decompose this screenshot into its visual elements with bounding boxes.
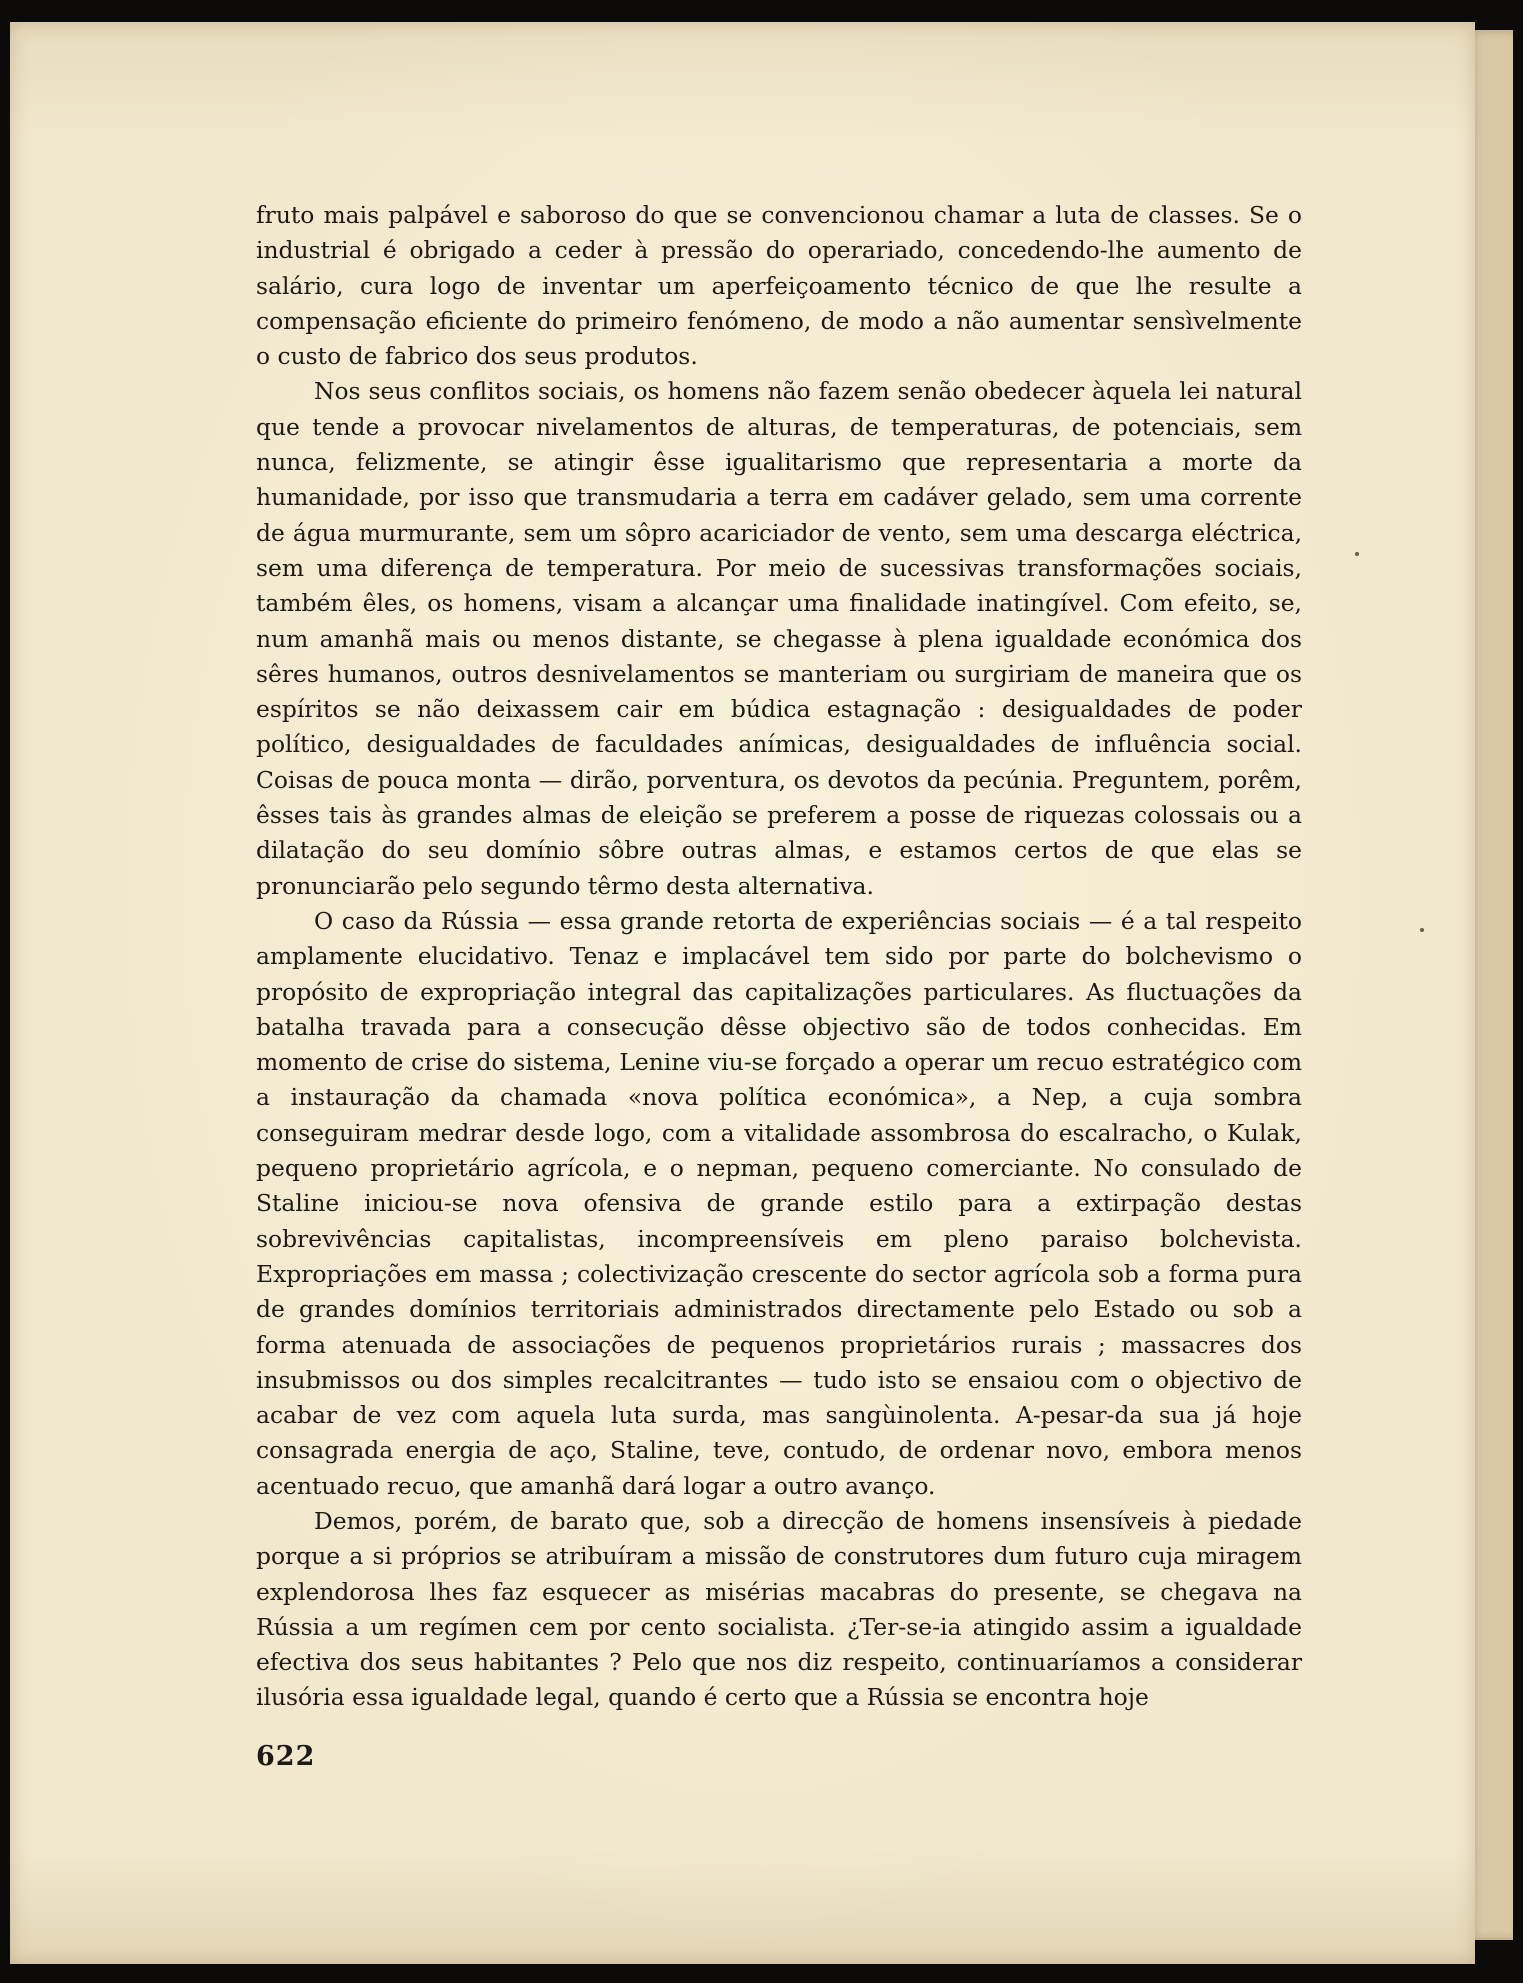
paragraph-4: Demos, porém, de barato que, sob a direcção de homens insensíveis à piedade porque a si próprios se atribuíram a missão de construtores dum futuro cuja miragem explendorosa lhes faz esquecer as misérias macabras do presente, se chegava na Rússia a um regímen cem por cento socialista. ¿Ter-se-ia atingido assim a igualdade efectiva dos seus habitantes ? Pelo que nos diz respeito, continuaríamos a considerar ilusória essa igualdade legal, quando é certo que a Rússia se encontra hoje [256,1506,1302,1712]
paragraph-3: O caso da Rússia — essa grande retorta de experiências sociais — é a tal respeito amplamente elucidativo. Tenaz e implacável tem sido por parte do bolchevismo o propósito de expropriação integral das capitalizações particulares. As fluctuações da batalha travada para a consecução dêsse objectivo são de todos conhecidas. Em momento de crise do sistema, Lenine viu-se forçado a operar um recuo estratégico com a instauração da chamada «nova política económica», a Nep, a cuja sombra conseguiram medrar desde logo, com a vitalidade assombrosa do escalracho, o Kulak, pequeno proprietário agrícola, e o nepman, pequeno comerciante. No consulado de Staline iniciou-se nova ofensiva de grande estilo para a extirpação destas sobrevivências capitalistas, incompreensíveis em pleno paraiso bolchevista. Expropriações em massa ; colectivização crescente do sector agrícola sob a forma pura de grandes domínios territoriais administrados directamente pelo Estado ou sob a forma atenuada de associações de pequenos proprietários rurais ; massacres dos insubmissos ou dos simples recalcitrantes — tudo isto se ensaiou com o objectivo de acabar de vez com aquela luta surda, mas sangùinolenta. A-pesar-da sua já hoje consagrada energia de aço, Staline, teve, contudo, de ordenar novo, embora menos acentuado recuo, que amanhã dará logar a outro avanço. [256,906,1302,1500]
paper-speck [1355,552,1359,556]
paper-speck [1420,928,1424,932]
paragraph-1: fruto mais palpável e saboroso do que se convencionou chamar a luta de classes. Se o industrial é obrigado a ceder à pressão do operariado, concedendo-lhe aumento de salário, cura logo de inventar um aperfeiçoamento técnico de que lhe resulte a compensação eficiente do primeiro fenómeno, de modo a não aumentar sensìvelmente o custo de fabrico dos seus produtos. [256,201,1302,371]
page-number: 622 [256,1741,316,1772]
paragraph-2: Nos seus conflitos sociais, os homens não fazem senão obedecer àquela lei natural que tende a provocar nivelamentos de alturas, de temperaturas, de potenciais, sem nunca, felizmente, se atingir êsse igualitarismo que representaria a morte da humanidade, por isso que transmudaria a terra em cadáver gelado, sem uma corrente de água murmurante, sem um sôpro acariciador de vento, sem uma descarga eléctrica, sem uma diferença de temperatura. Por meio de sucessivas transformações sociais, também êles, os homens, visam a alcançar uma finalidade inatingível. Com efeito, se, num amanhã mais ou menos distante, se chegasse à plena igualdade económica dos sêres humanos, outros desnivelamentos se manteriam ou surgiriam de maneira que os espíritos se não deixassem cair em búdica estagnação : desigualdades de poder político, desigualdades de faculdades anímicas, desigualdades de influência social. Coisas de pouca monta — dirão, porventura, os devotos da pecúnia. Preguntem, porêm, êsses tais às grandes almas de eleição se preferem a posse de riquezas colossais ou a dilatação do seu domínio sôbre outras almas, e estamos certos de que elas se pronunciarão pelo segundo têrmo desta alternativa. [256,377,1302,900]
body-text [256,198,1302,1716]
